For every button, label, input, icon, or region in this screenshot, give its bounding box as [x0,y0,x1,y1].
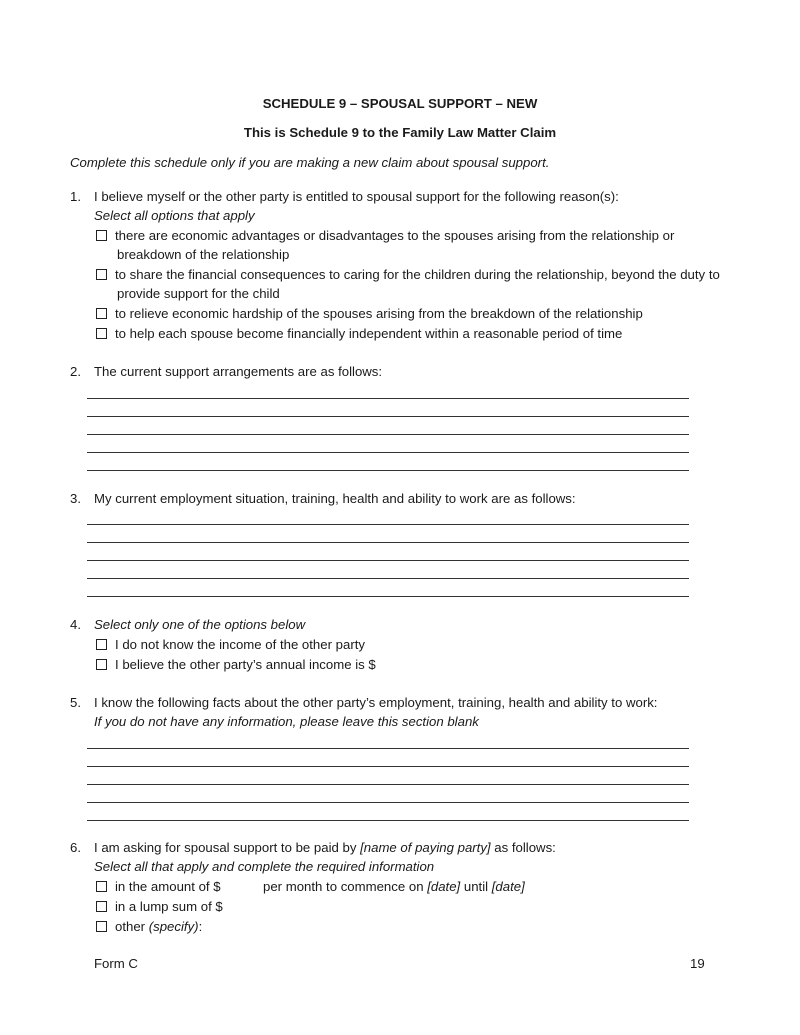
q4-number: 4. [70,617,81,632]
q3-answer-line[interactable] [87,578,689,579]
q6-option-2 [96,899,223,914]
q6-paying-party-placeholder: [name of paying party] [360,840,491,855]
q6-option-2-checkbox[interactable] [96,901,107,912]
q6-specify-label: (specify) [148,919,199,934]
q6-lump-sum-label: in a lump sum of $ [115,899,223,914]
q3-text: My current employment situation, training, health and ability to work are as follows: [94,491,576,506]
q3-number: 3. [70,491,81,506]
q6-amount-label: in the amount of $ [115,879,221,894]
q2-answer-line[interactable] [87,470,689,471]
q1-option-1-checkbox[interactable] [96,230,107,241]
q1-option-4-checkbox[interactable] [96,328,107,339]
q6-option-1-checkbox[interactable] [96,881,107,892]
q6-text-start: I am asking for spousal support to be paid by [94,840,357,855]
q6-option-1 [96,879,221,894]
q6-option-1-detail [263,879,525,894]
q6-hint: Select all that apply and complete the required information [94,859,435,874]
q6-option-3-checkbox[interactable] [96,921,107,932]
q1-option-4 [96,326,622,341]
q6-end-date-placeholder: [date] [491,879,525,894]
q1-option-2-label-cont: provide support for the child [117,286,280,301]
q1-text: I believe myself or the other party is entitled to spousal support for the following reason(s): [94,189,619,204]
schedule-title: SCHEDULE 9 – SPOUSAL SUPPORT – NEW [262,96,538,111]
q6-per-month-label: per month to commence on [263,879,424,894]
q2-answer-line[interactable] [87,416,689,417]
q6-until-label: until [463,879,489,894]
q6-start-date-placeholder: [date] [427,879,461,894]
q6-text-end: as follows: [494,840,556,855]
q1-option-1-label-cont: breakdown of the relationship [117,247,290,262]
q1-option-3-label: to relieve economic hardship of the spouses arising from the breakdown of the relationship [115,306,643,321]
instruction-text: Complete this schedule only if you are making a new claim about spousal support. [70,155,550,170]
q3-answer-line[interactable] [87,542,689,543]
q1-option-1 [96,228,674,243]
q5-number: 5. [70,695,81,710]
q6-other-colon: : [198,919,203,934]
q6-other-label: other [115,919,146,934]
q5-text: I know the following facts about the other party’s employment, training, health and ability to work: [94,695,658,710]
q4-text: Select only one of the options below [94,617,306,632]
q1-option-1-label: there are economic advantages or disadvantages to the spouses arising from the relationship or [115,228,675,243]
q3-answer-line[interactable] [87,524,689,525]
q4-option-1-checkbox[interactable] [96,639,107,650]
q1-option-3 [96,306,643,321]
q3-answer-line[interactable] [87,560,689,561]
q4-option-2-checkbox[interactable] [96,659,107,670]
q4-option-1-label: I do not know the income of the other party [115,637,365,652]
q5-hint: If you do not have any information, please leave this section blank [94,714,479,729]
q2-text: The current support arrangements are as follows: [94,364,383,379]
q5-answer-line[interactable] [87,820,689,821]
q2-number: 2. [70,364,81,379]
q1-hint: Select all options that apply [94,208,255,223]
q4-option-2-label: I believe the other party’s annual income is $ [115,657,376,672]
q4-option-2 [96,657,376,672]
q5-answer-line[interactable] [87,784,689,785]
q5-answer-line[interactable] [87,766,689,767]
q1-option-2 [96,267,720,282]
q5-answer-line[interactable] [87,802,689,803]
q2-answer-line[interactable] [87,452,689,453]
q2-answer-line[interactable] [87,434,689,435]
q1-option-4-label: to help each spouse become financially independent within a reasonable period of time [115,326,623,341]
q3-answer-line[interactable] [87,596,689,597]
q5-answer-line[interactable] [87,748,689,749]
q1-number: 1. [70,189,81,204]
q1-option-3-checkbox[interactable] [96,308,107,319]
footer-form-name: Form C [94,956,138,971]
q1-option-2-checkbox[interactable] [96,269,107,280]
q6-option-3 [96,919,202,934]
q2-answer-line[interactable] [87,398,689,399]
schedule-subtitle: This is Schedule 9 to the Family Law Matter Claim [243,125,557,140]
q6-text [94,840,556,855]
q4-option-1 [96,637,365,652]
page-number: 19 [690,956,705,971]
q6-number: 6. [70,840,81,855]
q1-option-2-label: to share the financial consequences to caring for the children during the relationship, beyond the duty to [115,267,720,282]
